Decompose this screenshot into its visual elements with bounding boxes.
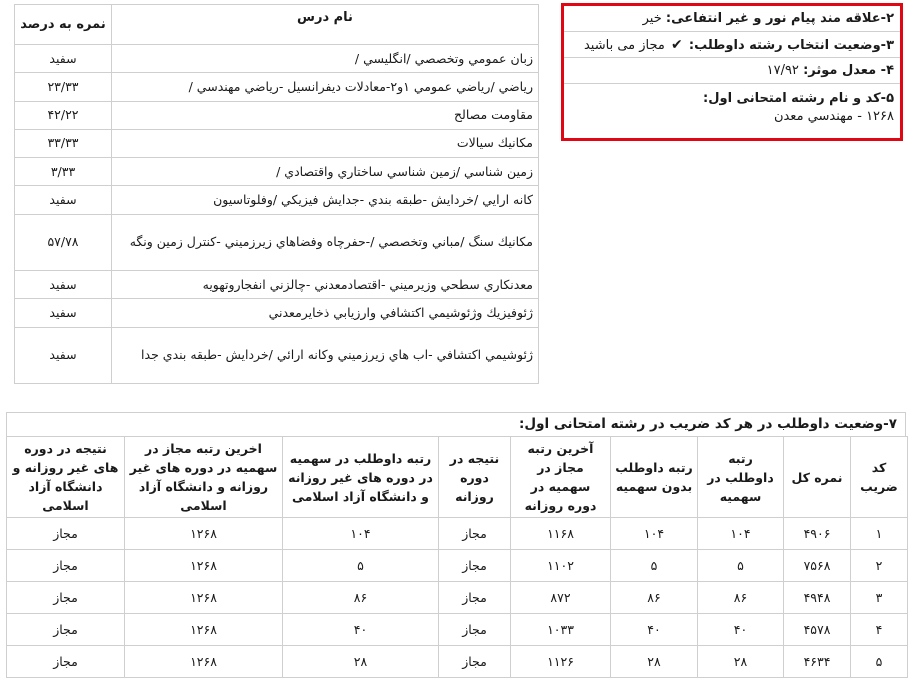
interest-row bbox=[564, 6, 900, 32]
subject-row bbox=[15, 158, 539, 186]
subject-name: رياضي /رياضي عمومي ۱و۲-معادلات ديفرانسيل -رياضي مهندسي / bbox=[112, 73, 539, 101]
results-cell: مجاز bbox=[7, 646, 125, 678]
results-cell: ۵ bbox=[611, 550, 698, 582]
results-cell: ۱۱۶۸ bbox=[511, 518, 611, 550]
results-cell: ۲۸ bbox=[611, 646, 698, 678]
results-cell: ۱۲۶۸ bbox=[125, 614, 283, 646]
subject-row bbox=[15, 214, 539, 271]
results-cell: ۵ bbox=[283, 550, 439, 582]
results-row bbox=[7, 614, 908, 646]
field-row bbox=[564, 84, 900, 140]
results-header-cell: رتبه داوطلب در سهمیه bbox=[698, 437, 784, 518]
results-cell: ۱ bbox=[851, 518, 908, 550]
results-cell: ۸۶ bbox=[283, 582, 439, 614]
results-cell: ۵ bbox=[851, 646, 908, 678]
subject-score: ۳/۳۳ bbox=[15, 158, 112, 186]
subject-row bbox=[15, 101, 539, 129]
results-header-cell: نتیجه در دوره های غیر روزانه و دانشگاه آزاد اسلامی bbox=[7, 437, 125, 518]
results-cell: مجاز bbox=[7, 614, 125, 646]
results-cell: ۸۶ bbox=[611, 582, 698, 614]
results-cell: ۸۶ bbox=[698, 582, 784, 614]
results-cell: مجاز bbox=[7, 518, 125, 550]
results-cell: ۴۰ bbox=[698, 614, 784, 646]
results-cell: ۴۰ bbox=[611, 614, 698, 646]
results-cell: ۴۹۴۸ bbox=[784, 582, 851, 614]
subjects-table bbox=[14, 4, 539, 384]
subject-name-header: نام درس bbox=[112, 5, 539, 45]
results-cell: ۱۲۶۸ bbox=[125, 518, 283, 550]
results-cell: ۱۱۰۲ bbox=[511, 550, 611, 582]
results-cell: ۴۹۰۶ bbox=[784, 518, 851, 550]
check-icon: ✔ bbox=[671, 37, 683, 53]
results-cell: ۴۰ bbox=[283, 614, 439, 646]
results-header-cell: نتیجه در دوره روزانه bbox=[439, 437, 511, 518]
results-row bbox=[7, 646, 908, 678]
results-row bbox=[7, 518, 908, 550]
results-cell: مجاز bbox=[439, 582, 511, 614]
subject-name: كانه ارايي /خردايش -طبقه بندي -جدايش فيزيكي /وفلوتاسيون bbox=[112, 186, 539, 214]
subject-name: زبان عمومي وتخصصي /انگليسي / bbox=[112, 45, 539, 73]
results-cell: مجاز bbox=[7, 550, 125, 582]
results-cell: ۳ bbox=[851, 582, 908, 614]
subject-name: مكانيك سيالات bbox=[112, 129, 539, 157]
subject-row bbox=[15, 129, 539, 157]
candidate-info-box bbox=[561, 3, 903, 141]
results-cell: ۲۸ bbox=[283, 646, 439, 678]
subject-score: سفيد bbox=[15, 271, 112, 299]
results-cell: مجاز bbox=[7, 582, 125, 614]
subject-score: ۴۲/۲۲ bbox=[15, 101, 112, 129]
results-cell: ۱۲۶۸ bbox=[125, 550, 283, 582]
subject-score: ۳۳/۳۳ bbox=[15, 129, 112, 157]
subject-name: مكانيك سنگ /مباني وتخصصي /-حفرچاه وفضاهاي زيرزميني -كنترل زمين ونگه bbox=[112, 214, 539, 271]
results-header-cell: اخرین رتبه مجاز در سهمیه در دوره های غیر روزانه و دانشگاه آزاد اسلامی bbox=[125, 437, 283, 518]
results-cell: ۱۰۴ bbox=[611, 518, 698, 550]
subject-name: معدنكاري سطحي وزيرميني -اقتصادمعدني -چالزني انفجاروتهويه bbox=[112, 271, 539, 299]
subject-row bbox=[15, 299, 539, 327]
subject-name: مقاومت مصالح bbox=[112, 101, 539, 129]
subject-score: سفيد bbox=[15, 45, 112, 73]
status-label: ۳-وضعیت انتخاب رشته داوطلب: bbox=[688, 38, 894, 53]
field-value: ۱۲۶۸ - مهندسي معدن bbox=[773, 109, 894, 124]
results-cell: ۸۷۲ bbox=[511, 582, 611, 614]
results-header-cell: کد ضریب bbox=[851, 437, 908, 518]
interest-label: ۲-علاقه مند پیام نور و غیر انتفاعی: bbox=[665, 11, 894, 26]
results-header-cell: رتبه داوطلب در سهمیه در دوره های غیر روزانه و دانشگاه آزاد اسلامی bbox=[283, 437, 439, 518]
results-cell: ۴ bbox=[851, 614, 908, 646]
results-cell: مجاز bbox=[439, 550, 511, 582]
results-cell: مجاز bbox=[439, 614, 511, 646]
subject-name: ژئوفيزيك وژئوشيمي اكتشافي وارزيابي ذخايرمعدني bbox=[112, 299, 539, 327]
results-cell: ۵ bbox=[698, 550, 784, 582]
field-label: ۵-کد و نام رشته امتحانی اول: bbox=[703, 91, 894, 106]
results-header-cell: رتبه داوطلب بدون سهمیه bbox=[611, 437, 698, 518]
subjects-header-row bbox=[15, 5, 539, 45]
subject-row bbox=[15, 45, 539, 73]
subject-score-header: نمره به درصد bbox=[15, 5, 112, 45]
results-cell: ۴۶۳۴ bbox=[784, 646, 851, 678]
status-value: مجاز می باشید bbox=[583, 38, 665, 53]
results-cell: ۲ bbox=[851, 550, 908, 582]
subject-score: سفيد bbox=[15, 299, 112, 327]
results-cell: ۱۰۳۳ bbox=[511, 614, 611, 646]
subject-score: سفيد bbox=[15, 327, 112, 384]
results-cell: ۴۵۷۸ bbox=[784, 614, 851, 646]
interest-value: خیر bbox=[642, 11, 662, 26]
results-table bbox=[6, 436, 908, 678]
results-cell: مجاز bbox=[439, 518, 511, 550]
results-header-cell: نمره کل bbox=[784, 437, 851, 518]
gpa-value: ۱۷/۹۲ bbox=[766, 63, 799, 78]
gpa-label: ۴- معدل موثر: bbox=[803, 63, 894, 78]
subject-row bbox=[15, 271, 539, 299]
results-cell: ۱۲۶۸ bbox=[125, 582, 283, 614]
results-cell: ۱۱۲۶ bbox=[511, 646, 611, 678]
subject-score: ۲۳/۳۳ bbox=[15, 73, 112, 101]
results-title: ۷-وضعیت داوطلب در هر کد ضریب در رشته امتحانی اول: bbox=[6, 412, 906, 436]
gpa-row bbox=[564, 58, 900, 84]
results-row bbox=[7, 582, 908, 614]
subject-score: سفيد bbox=[15, 186, 112, 214]
results-header-cell: آخرین رتبه مجاز در سهمیه در دوره روزانه bbox=[511, 437, 611, 518]
results-cell: ۷۵۶۸ bbox=[784, 550, 851, 582]
results-cell: ۱۰۴ bbox=[698, 518, 784, 550]
status-row bbox=[564, 32, 900, 58]
subject-row bbox=[15, 73, 539, 101]
results-cell: ۲۸ bbox=[698, 646, 784, 678]
subject-row bbox=[15, 186, 539, 214]
results-row bbox=[7, 550, 908, 582]
results-cell: مجاز bbox=[439, 646, 511, 678]
subject-name: ژئوشيمي اكتشافي -اب هاي زيرزميني وكانه ارائي /خردايش -طبقه بندي جدا bbox=[112, 327, 539, 384]
results-cell: ۱۲۶۸ bbox=[125, 646, 283, 678]
results-header-row bbox=[7, 437, 908, 518]
subject-name: زمين شناسي /زمين شناسي ساختاري واقتصادي / bbox=[112, 158, 539, 186]
subject-score: ۵۷/۷۸ bbox=[15, 214, 112, 271]
subject-row bbox=[15, 327, 539, 384]
results-cell: ۱۰۴ bbox=[283, 518, 439, 550]
